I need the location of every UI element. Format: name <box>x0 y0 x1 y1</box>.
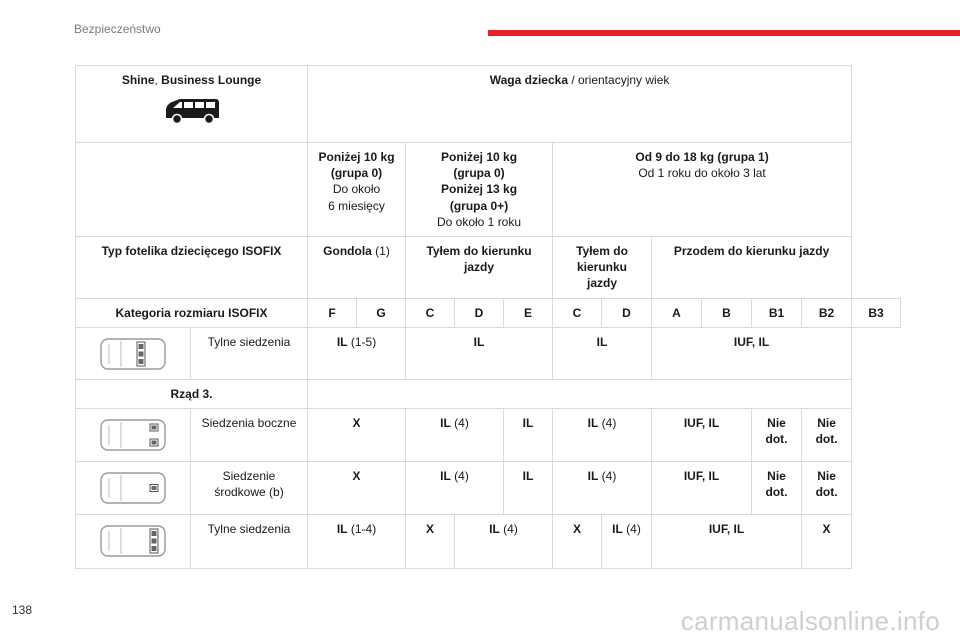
value-note: (4) <box>598 415 617 430</box>
value-text: IL <box>587 415 599 430</box>
page-number: 138 <box>12 603 33 617</box>
table-row <box>76 327 901 379</box>
table-row <box>76 143 901 237</box>
value-text: IL <box>489 521 500 536</box>
group-text: (grupa 0+) <box>449 198 509 213</box>
car-seat-side-icon <box>99 417 167 453</box>
car-seat-rear-bench-icon <box>99 523 167 559</box>
size-category: A <box>652 298 702 327</box>
child-weight-header <box>308 66 852 143</box>
size-category-label: Kategoria rozmiaru ISOFIX <box>76 298 308 327</box>
size-category: E <box>504 298 553 327</box>
car-seat-row2-icon <box>99 336 167 372</box>
size-category: F <box>308 298 357 327</box>
seat-diagram-cell <box>76 461 191 514</box>
table-row <box>76 461 901 514</box>
value-cell: X <box>308 408 406 461</box>
value-cell: IL <box>553 327 652 379</box>
value-cell: X <box>308 461 406 514</box>
isofix-table <box>75 65 901 569</box>
value-text: IL <box>440 468 451 483</box>
group-text: Poniżej 13 kg <box>441 182 518 197</box>
forward-facing-cell: Przodem do kierunku jazdy <box>652 236 852 298</box>
value-note: (4) <box>622 521 641 536</box>
value-cell: X <box>553 514 602 568</box>
size-category: D <box>455 298 504 327</box>
seat-label: Tylne siedzenia <box>191 327 308 379</box>
seat-label <box>191 461 308 514</box>
value-cell: X <box>802 514 852 568</box>
value-text: IL <box>336 334 348 349</box>
rear-facing-cell: Tyłem do kierunku jazdy <box>406 236 553 298</box>
version-separator: , <box>154 73 162 87</box>
value-text: IL <box>587 468 599 483</box>
value-note: (1-4) <box>347 521 377 536</box>
value-text: IL <box>440 415 451 430</box>
value-cell <box>406 408 504 461</box>
size-category: B <box>702 298 752 327</box>
value-cell: IUF, IL <box>652 327 852 379</box>
group-text: Poniżej 10 kg <box>441 150 518 164</box>
table-row <box>76 236 901 298</box>
value-cell: IL <box>504 408 553 461</box>
value-cell: IUF, IL <box>652 408 752 461</box>
gondola-cell <box>308 236 406 298</box>
seat-diagram-cell <box>76 327 191 379</box>
rear-facing-cell-2 <box>553 236 652 298</box>
seat-label-text: Siedzenie <box>222 468 276 483</box>
gondola-note: (1) <box>371 243 390 258</box>
gondola-label: Gondola <box>323 243 372 258</box>
value-text: IL <box>336 521 348 536</box>
seat-type-label: Typ fotelika dziecięcego ISOFIX <box>76 236 308 298</box>
version-business-lounge: Business Lounge <box>161 73 262 87</box>
value-cell <box>308 327 406 379</box>
section-title: Bezpieczeństwo <box>74 22 161 36</box>
table-row <box>76 66 901 143</box>
table-row <box>76 379 901 408</box>
size-category: C <box>406 298 455 327</box>
group-1-cell <box>553 143 852 237</box>
group-text: Do około <box>332 182 381 197</box>
empty-cell <box>308 379 852 408</box>
child-weight-label: Waga dziecka <box>489 73 568 87</box>
value-text: Nie <box>817 468 836 483</box>
value-note: (1-5) <box>347 334 377 349</box>
value-note: (4) <box>450 468 469 483</box>
group-0plus-cell <box>406 143 553 237</box>
value-cell: IL <box>406 327 553 379</box>
row3-label: Rząd 3. <box>76 379 308 408</box>
value-text: dot. <box>815 485 838 500</box>
watermark-text: carmanualsonline.info <box>680 606 940 636</box>
seat-label: Tylne siedzenia <box>191 514 308 568</box>
group-text: Poniżej 10 kg <box>318 150 395 164</box>
rear-facing-text: kierunku <box>577 260 628 275</box>
table-row <box>76 298 901 327</box>
size-category: B2 <box>802 298 852 327</box>
seat-label-text: środkowe (b) <box>214 485 284 500</box>
value-cell: IUF, IL <box>652 514 802 568</box>
value-cell <box>802 408 852 461</box>
value-cell: X <box>406 514 455 568</box>
group-text: Od 1 roku do około 3 lat <box>638 166 766 181</box>
value-cell <box>553 408 652 461</box>
size-category: D <box>602 298 652 327</box>
size-category: B3 <box>852 298 901 327</box>
value-text: Nie <box>817 415 836 430</box>
value-cell <box>406 461 504 514</box>
value-note: (4) <box>598 468 617 483</box>
value-cell <box>752 408 802 461</box>
group-text: Do około 1 roku <box>436 214 522 229</box>
group-0-cell <box>308 143 406 237</box>
value-text: Nie <box>767 468 786 483</box>
vehicle-version-cell <box>76 66 308 143</box>
empty-cell <box>76 143 308 237</box>
value-cell: IUF, IL <box>652 461 752 514</box>
value-cell <box>553 461 652 514</box>
rear-facing-text: jazdy <box>587 276 618 291</box>
car-seat-middle-icon <box>99 470 167 506</box>
size-category: B1 <box>752 298 802 327</box>
group-text: (grupa 0) <box>453 166 505 181</box>
value-note: (4) <box>499 521 518 536</box>
size-category: G <box>357 298 406 327</box>
rear-facing-text: Tyłem do <box>576 243 628 258</box>
van-icon <box>162 96 222 126</box>
value-cell <box>752 461 802 514</box>
value-cell <box>602 514 652 568</box>
value-cell <box>802 461 852 514</box>
value-text: dot. <box>765 485 788 500</box>
table-row <box>76 408 901 461</box>
group-text: Od 9 do 18 kg (grupa 1) <box>635 150 769 164</box>
header-accent-bar <box>488 30 960 36</box>
seat-label: Siedzenia boczne <box>191 408 308 461</box>
value-text: dot. <box>765 432 788 447</box>
group-text: (grupa 0) <box>330 166 383 181</box>
group-text: 6 miesięcy <box>328 198 385 213</box>
value-text: IL <box>612 521 623 536</box>
seat-diagram-cell <box>76 514 191 568</box>
seat-diagram-cell <box>76 408 191 461</box>
table-row <box>76 514 901 568</box>
value-note: (4) <box>450 415 469 430</box>
size-category: C <box>553 298 602 327</box>
version-shine: Shine <box>121 73 155 87</box>
value-cell: IL <box>504 461 553 514</box>
value-cell <box>308 514 406 568</box>
value-cell <box>455 514 553 568</box>
approx-age-label: / orientacyjny wiek <box>568 73 670 87</box>
value-text: dot. <box>815 432 838 447</box>
value-text: Nie <box>767 415 786 430</box>
